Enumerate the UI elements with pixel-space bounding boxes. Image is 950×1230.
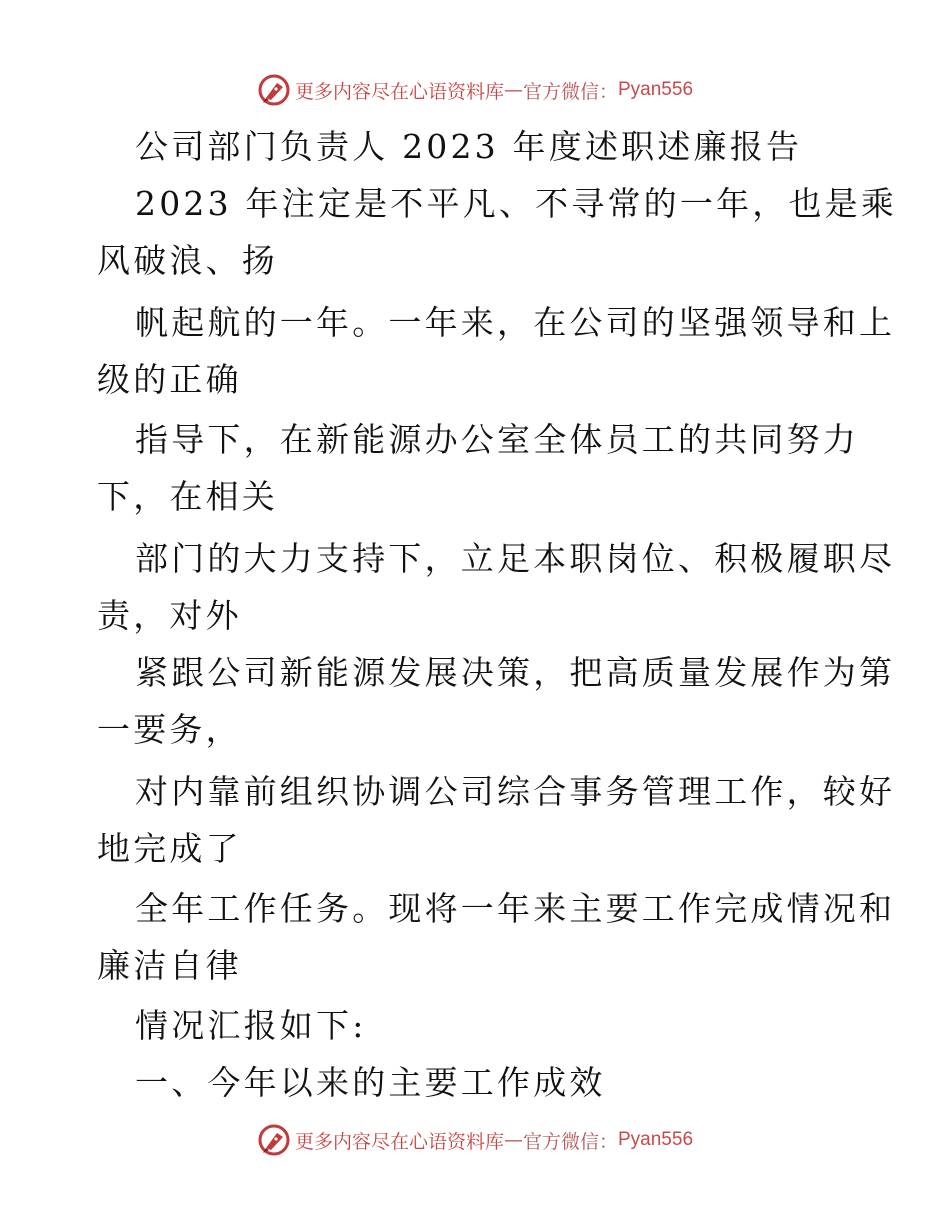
header-banner <box>0 70 950 110</box>
footer-banner <box>0 1120 950 1160</box>
section-heading-1: 一、今年以来的主要工作成效 <box>135 1063 606 1102</box>
document-title: 公司部门负责人 2023 年度述职述廉报告 <box>135 127 803 166</box>
text-line-8: 责，对外 <box>97 596 242 635</box>
header-wechat-id: Pyan556 <box>618 79 694 100</box>
text-line-11: 对内靠前组织协调公司综合事务管理工作，较好 <box>135 772 896 811</box>
text-line-10: 一要务， <box>97 710 242 749</box>
text-line-4: 级的正确 <box>97 360 242 399</box>
text-line-3: 帆起航的一年。一年来，在公司的坚强领导和上 <box>135 303 896 342</box>
header-brand-text: 更多内容尽在心语资料库 <box>294 80 504 103</box>
text-line-14: 廉洁自律 <box>97 946 242 985</box>
text-line-5: 指导下，在新能源办公室全体员工的共同努力 <box>135 420 859 459</box>
footer-brand-text: 更多内容尽在心语资料库 <box>294 1130 504 1153</box>
text-line-12: 地完成了 <box>97 829 242 868</box>
header-wechat-label: 官方微信： <box>522 80 618 103</box>
text-line-15: 情况汇报如下: <box>135 1006 367 1045</box>
footer-wechat-label: 官方微信： <box>522 1130 618 1153</box>
pen-nib-circle-icon <box>257 1123 291 1157</box>
text-line-1: 2023 年注定是不平凡、不寻常的一年，也是乘 <box>135 184 898 223</box>
text-line-9: 紧跟公司新能源发展决策，把高质量发展作为第 <box>135 653 896 692</box>
text-line-2: 风破浪、扬 <box>97 241 278 280</box>
text-line-7: 部门的大力支持下，立足本职岗位、积极履职尽 <box>135 539 896 578</box>
text-line-6: 下，在相关 <box>97 477 278 516</box>
pen-nib-circle-icon <box>257 73 291 107</box>
footer-separator: — <box>503 1129 523 1151</box>
text-line-13: 全年工作任务。现将一年来主要工作完成情况和 <box>135 889 896 928</box>
footer-wechat-id: Pyan556 <box>618 1129 694 1150</box>
header-separator: — <box>503 79 523 101</box>
